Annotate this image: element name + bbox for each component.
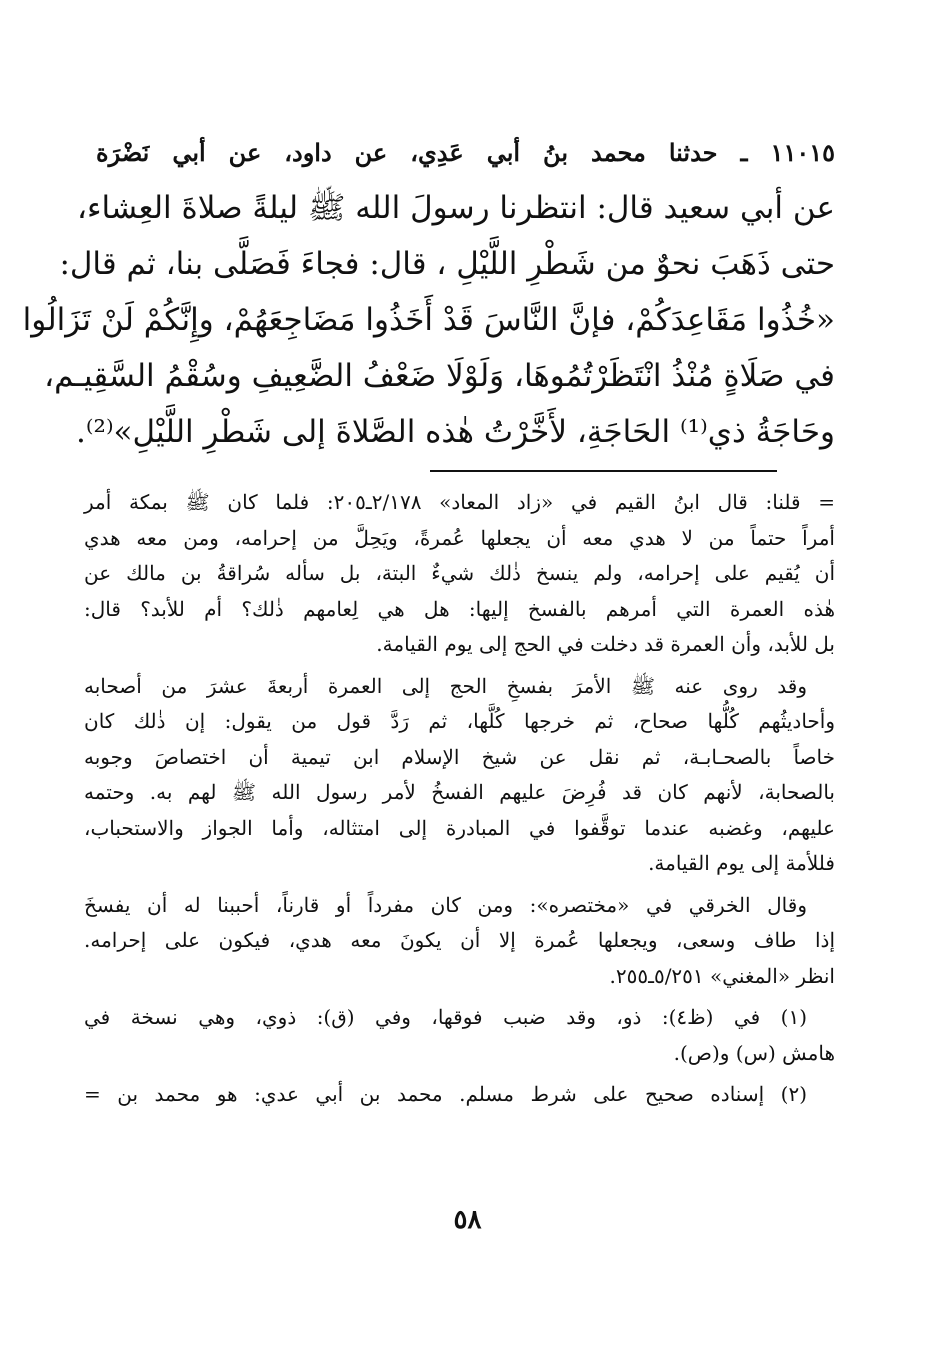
footnotes-section bbox=[84, 485, 835, 1119]
note-line: أمراً حتماً من لا هدي معه أن يجعلها عُمرةً، ويَحِلَّ من إحرامه، ومن معه هدي bbox=[84, 525, 835, 550]
note-line: فللأمة إلى يوم القيامة. bbox=[648, 851, 835, 875]
footnote-2 bbox=[84, 1077, 835, 1113]
note-line: هٰذه العمرة التي أمرهم بالفسخ إليها: هل هي لِعامهم ذٰلك؟ أم للأبد؟ قال: bbox=[84, 596, 835, 621]
note-line: وقد روى عنه ﷺ الأمرَ بفسخِ الحج إلى العمرة أربعةَ عشرَ من أصحابه bbox=[84, 673, 807, 698]
note-line: أن يُقيم على إحرامه، ولم ينسخ ذٰلك شيءٌ البتة، بل سأله سُراقةُ بن مالك عن bbox=[84, 561, 835, 585]
note-line: عليهم، وغضبه عندما توقَّفوا في المبادرة إلى امتثاله، وأما الجواز والاستحباب، bbox=[84, 815, 835, 840]
note-line: إذا طاف وسعى، ويجعلها عُمرة إلا أن يكونَ معه هدي، فيكون على إحرامه. bbox=[84, 928, 835, 952]
note-line: انظر «المغني» ٥/٢٥١ـ٢٥٥. bbox=[609, 963, 835, 988]
note-line: بل للأبد، وأن العمرة قد دخلت في الحج إلى يوم القيامة. bbox=[376, 632, 835, 656]
note-line: (١) في (ظ٤): ذو، وقد ضبب فوقها، وفي (ق): ذوي، وهي نسخة في bbox=[84, 1005, 807, 1029]
note-line: (٢) إسناده صحيح على شرط مسلم. محمد بن أبي عدي: هو محمد بن = bbox=[84, 1082, 807, 1106]
note-line: = قلنا: قال ابنُ القيم في «زاد المعاد» ٢/١٧٨ـ٢٠٥: فلما كان ﷺ بمكة أمر bbox=[84, 490, 836, 514]
note-line: وأحاديثُهم كُلُّها صحاح، ثم خرجها كُلَّها، ثم رَدَّ قول من يقول: إن ذٰلك كان bbox=[84, 709, 835, 733]
note-line: خاصاً بالصحـابـة، ثم نقل عن شيخ الإسلام ابن تيمية أن اختصاصَ وجوبه bbox=[84, 744, 835, 769]
footnote-1 bbox=[84, 1000, 835, 1071]
footnote-divider bbox=[430, 470, 777, 472]
hadith-text bbox=[22, 130, 835, 460]
note-line: هامش (س) و(ص). bbox=[673, 1040, 835, 1065]
hadith-text-line: وحَاجَةُ ذي⁽¹⁾ الحَاجَةِ، لأَخَّرْتُ هٰذه الصَّلاةَ إلى شَطْرِ اللَّيْلِ»⁽²⁾. bbox=[76, 414, 835, 450]
note-paragraph bbox=[84, 888, 835, 995]
note-line: بالصحابة، لأنهم كان قد فُرِضَ عليهم الفسخُ لأمر رسول الله ﷺ لهم به. وحتمه bbox=[84, 780, 836, 804]
note-paragraph bbox=[84, 669, 835, 882]
hadith-text-line: عن أبي سعيد قال: انتظرنا رسولَ الله ﷺ ليلةً صلاةَ العِشاء، bbox=[76, 190, 835, 226]
hadith-text-line: حتى ذَهَبَ نحوٌ من شَطْرِ اللَّيْلِ ، قال: فجاءَ فَصَلَّى بنا، ثم قال: bbox=[59, 246, 835, 282]
page-number: ٥٨ bbox=[453, 1205, 482, 1235]
note-line: وقال الخرقي في «مختصره»: ومن كان مفرداً أو قارناً، أحببنا له أن يفسخَ bbox=[84, 892, 807, 917]
note-continuation bbox=[84, 485, 835, 663]
hadith-isnad-line: ١١٠١٥ ـ حدثنا محمد بنُ أبي عَدِي، عن داود، عن أبي نَضْرَة bbox=[96, 138, 835, 167]
hadith-text-line: «خُذُوا مَقَاعِدَكُمْ، فإنَّ النَّاسَ قَدْ أَخَذُوا مَضَاجِعَهُمْ، وإِنَّكُمْ لَنْ تَزَالُوا bbox=[22, 302, 835, 338]
hadith-text-line: في صَلَاةٍ مُنْذُ انْتَظَرْتُمُوهَا، وَلَوْلَا ضَعْفُ الضَّعِيفِ وسُقْمُ السَّقِيـم، bbox=[44, 358, 835, 394]
